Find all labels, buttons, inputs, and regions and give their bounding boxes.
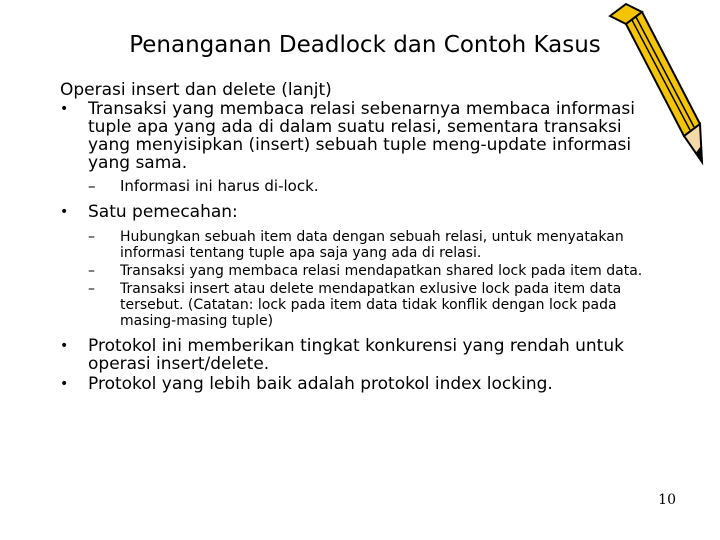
bullet-item bbox=[60, 337, 660, 373]
bullet-text: Protokol ini memberikan tingkat konkurensi yang rendah untuk operasi insert/delete. bbox=[88, 336, 624, 374]
bullet-icon: • bbox=[60, 101, 69, 117]
section-heading: Operasi insert dan delete (lanjt) bbox=[60, 80, 332, 100]
dash-icon: – bbox=[88, 229, 95, 245]
dash-icon: – bbox=[88, 281, 95, 297]
sub-bullet-text: Transaksi insert atau delete mendapatkan exlusive lock pada item data tersebut. (Catatan: lock pada item data tidak konflik dengan lock pada masing-masing tuple) bbox=[120, 281, 622, 329]
pencil-icon bbox=[596, 0, 720, 180]
sub-bullet-item bbox=[60, 281, 660, 329]
bullet-item bbox=[60, 100, 660, 172]
dash-icon: – bbox=[88, 177, 96, 195]
slide-content bbox=[60, 80, 660, 393]
sub-bullet-text: Informasi ini harus di-lock. bbox=[120, 177, 319, 195]
bullet-icon: • bbox=[60, 204, 69, 220]
bullet-item bbox=[60, 375, 660, 393]
dash-icon: – bbox=[88, 263, 95, 279]
sub-bullet-item bbox=[60, 178, 660, 194]
bullet-text: Satu pemecahan: bbox=[88, 202, 238, 222]
sub-bullet-item bbox=[60, 263, 660, 279]
bullet-icon: • bbox=[60, 338, 69, 354]
bullet-text: Transaksi yang membaca relasi sebenarnya membaca informasi tuple apa yang ada di dalam suatu relasi, sementara transaksi yang menyisipkan (insert) sebuah tuple meng-update informasi yang sama. bbox=[88, 99, 635, 173]
bullet-text: Protokol yang lebih baik adalah protokol index locking. bbox=[88, 374, 553, 394]
page-number: 10 bbox=[658, 492, 676, 508]
slide-title: Penanganan Deadlock dan Contoh Kasus bbox=[129, 32, 601, 58]
bullet-icon: • bbox=[60, 376, 69, 392]
bullet-item bbox=[60, 203, 660, 221]
sub-bullet-text: Hubungkan sebuah item data dengan sebuah relasi, untuk menyatakan informasi tentang tuple apa saja yang ada di relasi. bbox=[120, 229, 624, 261]
sub-bullet-text: Transaksi yang membaca relasi mendapatkan shared lock pada item data. bbox=[120, 263, 643, 279]
sub-bullet-item bbox=[60, 229, 660, 261]
